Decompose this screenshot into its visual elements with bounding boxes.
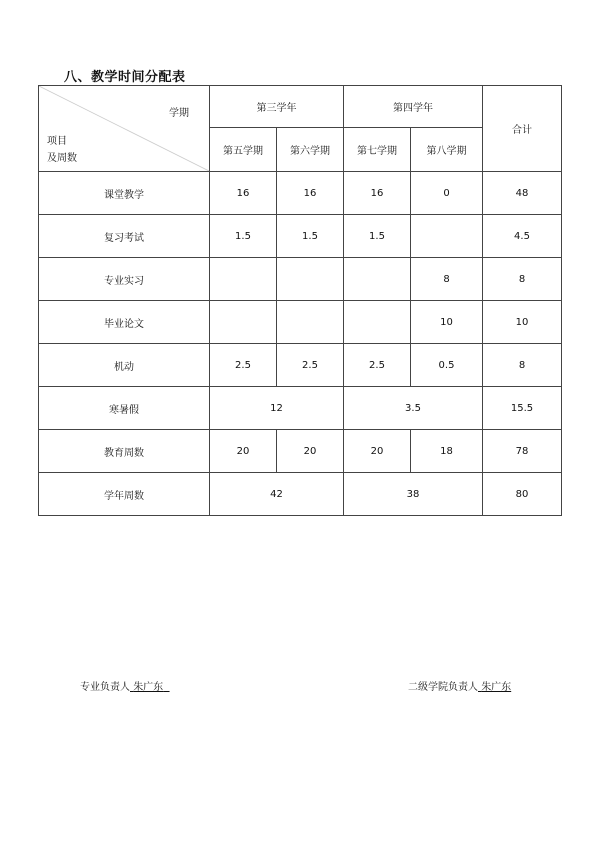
cell-term8: 0.5 [411,344,483,387]
signature-major-head [80,678,170,693]
row-label: 教育周数 [39,430,210,473]
corner-label-term: 学期 [169,108,189,119]
header-term6: 第六学期 [277,128,344,172]
table-row [39,473,562,516]
cell-term5: 1.5 [210,215,277,258]
cell-year4: 38 [344,473,483,516]
signature-label: 专业负责人 [80,682,130,693]
header-term5: 第五学期 [210,128,277,172]
row-label: 课堂教学 [39,172,210,215]
header-year3: 第三学年 [210,86,344,128]
cell-term6: 20 [277,430,344,473]
cell-year3: 42 [210,473,344,516]
cell-term8: 18 [411,430,483,473]
cell-term7 [344,258,411,301]
cell-term8: 10 [411,301,483,344]
signature-college-head [408,678,511,693]
header-total: 合计 [483,86,562,172]
cell-term7: 1.5 [344,215,411,258]
cell-year3: 12 [210,387,344,430]
corner-label-item: 项目 [47,136,67,147]
table-row [39,430,562,473]
cell-term8 [411,215,483,258]
row-label: 寒暑假 [39,387,210,430]
page-title: 八、教学时间分配表 [64,70,186,85]
cell-term5 [210,258,277,301]
cell-term6: 16 [277,172,344,215]
table-row [39,344,562,387]
header-term7: 第七学期 [344,128,411,172]
cell-term5 [210,301,277,344]
table-row [39,215,562,258]
cell-total: 80 [483,473,562,516]
cell-term5: 2.5 [210,344,277,387]
cell-year4: 3.5 [344,387,483,430]
row-label: 机动 [39,344,210,387]
signature-name: 朱广东 [481,682,512,693]
cell-term8: 0 [411,172,483,215]
cell-term7: 16 [344,172,411,215]
table-row [39,301,562,344]
row-label: 专业实习 [39,258,210,301]
header-term8: 第八学期 [411,128,483,172]
cell-term6 [277,258,344,301]
table-row [39,258,562,301]
cell-term7: 2.5 [344,344,411,387]
cell-total: 8 [483,258,562,301]
cell-term6: 2.5 [277,344,344,387]
cell-term5: 20 [210,430,277,473]
cell-total: 4.5 [483,215,562,258]
cell-total: 48 [483,172,562,215]
teaching-time-table [38,85,562,516]
cell-total: 15.5 [483,387,562,430]
table-row [39,172,562,215]
cell-term7 [344,301,411,344]
signature-name: 朱广东 [133,682,164,693]
row-label: 学年周数 [39,473,210,516]
cell-term6 [277,301,344,344]
cell-term5: 16 [210,172,277,215]
header-year4: 第四学年 [344,86,483,128]
cell-total: 10 [483,301,562,344]
row-label: 毕业论文 [39,301,210,344]
cell-term8: 8 [411,258,483,301]
header-corner-cell [39,86,210,172]
row-label: 复习考试 [39,215,210,258]
signature-label: 二级学院负责人 [408,682,478,693]
cell-total: 78 [483,430,562,473]
cell-term7: 20 [344,430,411,473]
table-row [39,387,562,430]
cell-term6: 1.5 [277,215,344,258]
cell-total: 8 [483,344,562,387]
corner-label-weeks: 及周数 [47,153,77,164]
